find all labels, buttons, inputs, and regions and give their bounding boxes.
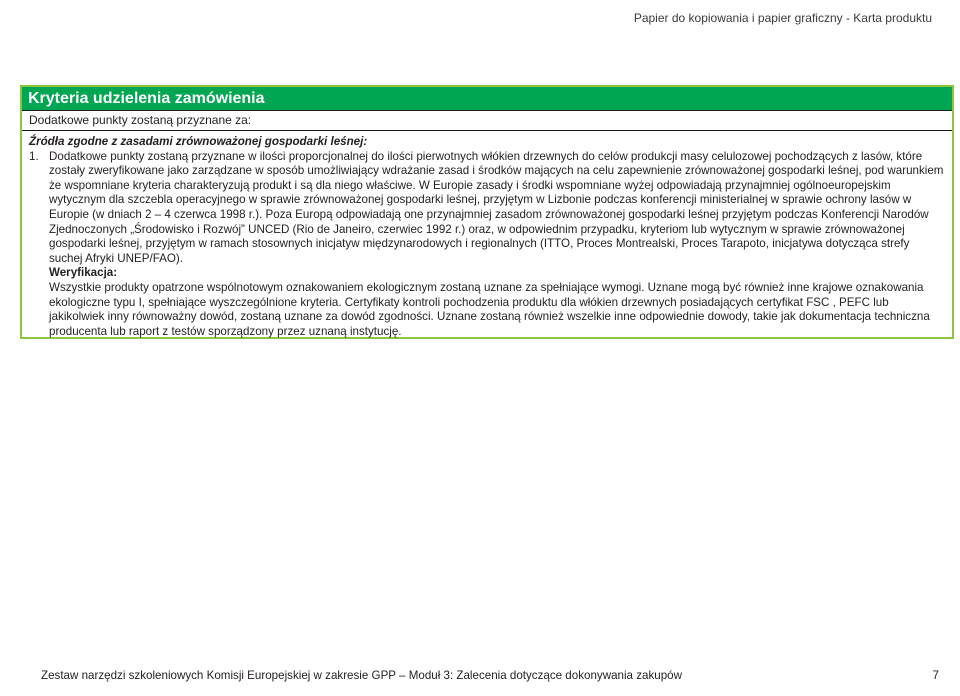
verification-text: Wszystkie produkty opatrzone wspólnotowym oznakowaniem ekologicznym zostaną uznane za spełniające wymogi. Uznane mogą być również inne krajowe oznakowania ekologiczne typu I, spełniające wyszczególnione kryteria. Certyfikaty kontroli pochodzenia produktu dla włókien drzewnych posiadających certyfikat FSC , PEFC lub jakikolwiek inny równoważny dowód, zostaną uznane za dowód zgodności. Uznane zostaną również wszelkie inne odpowiednie dowody, takie jak dokumentacja techniczna producenta lub raport z testów sporządzony przez uznaną instytucję.: [49, 280, 930, 338]
document-header-title: Papier do kopiowania i papier graficzny - Karta produktu: [633, 11, 932, 25]
point-content: [49, 150, 945, 340]
criteria-title: Kryteria udzielenia zamówienia: [28, 89, 265, 107]
sources-heading: Źródła zgodne z zasadami zrównoważonej gospodarki leśnej:: [29, 135, 368, 148]
criteria-box: [20, 85, 954, 339]
criterion-point: [29, 150, 945, 340]
footer-text: Zestaw narzędzi szkoleniowych Komisji Europejskiej w zakresie GPP – Moduł 3: Zalecenia dotyczące dokonywania zakupów: [41, 669, 682, 682]
criteria-title-bar: [22, 87, 952, 111]
criteria-subtitle: Dodatkowe punkty zostaną przyznane za:: [22, 111, 952, 131]
page-number: 7: [932, 669, 939, 682]
verification-label: Weryfikacja:: [49, 266, 118, 280]
point-text: Dodatkowe punkty zostaną przyznane w ilości proporcjonalnej do ilości pierwotnych włókien drzewnych do celów produkcji masy celulozowej pochodzących z lasów, które zostały zweryfikowane jako zarządzane w sposób umożliwiający wdrażanie zasad i środków mających na celu zapewnienie zrównoważonej gospodarki leśnej, pod warunkiem że wspomniane kryteria charakteryzują produkt i są dla niego właściwe. W Europie zasady i środki wspomniane wyżej odpowiadają przynajmniej ogólnoeuropejskim wytycznym dla szczebla operacyjnego w sprawie zrównoważonej gospodarki leśnej, przyjętym w Lizbonie podczas konferencji ministerialnej w sprawie ochrony lasów w Europie (w dniach 2 – 4 czerwca 1998 r.). Poza Europą odpowiadają one przynajmniej zasadom zrównoważonej gospodarki leśnej przyjętym podczas Konferencji Narodów Zjednoczonych „Środowisko i Rozwój” UNCED (Rio de Janeiro, czerwiec 1992 r.) oraz, w odpowiednim przypadku, kryteriom lub wytycznym w sprawie zrównoważonej gospodarki leśnej, przyjętym w ramach stosownych inicjatyw międzynarodowych i regionalnych (ITTO, Proces Montrealski, Proces Tarapoto, inicjatywa dotycząca strefy suchej Afryki UNEP/FAO).: [49, 149, 944, 265]
point-number: 1.: [29, 149, 39, 163]
criteria-body: [22, 131, 952, 339]
